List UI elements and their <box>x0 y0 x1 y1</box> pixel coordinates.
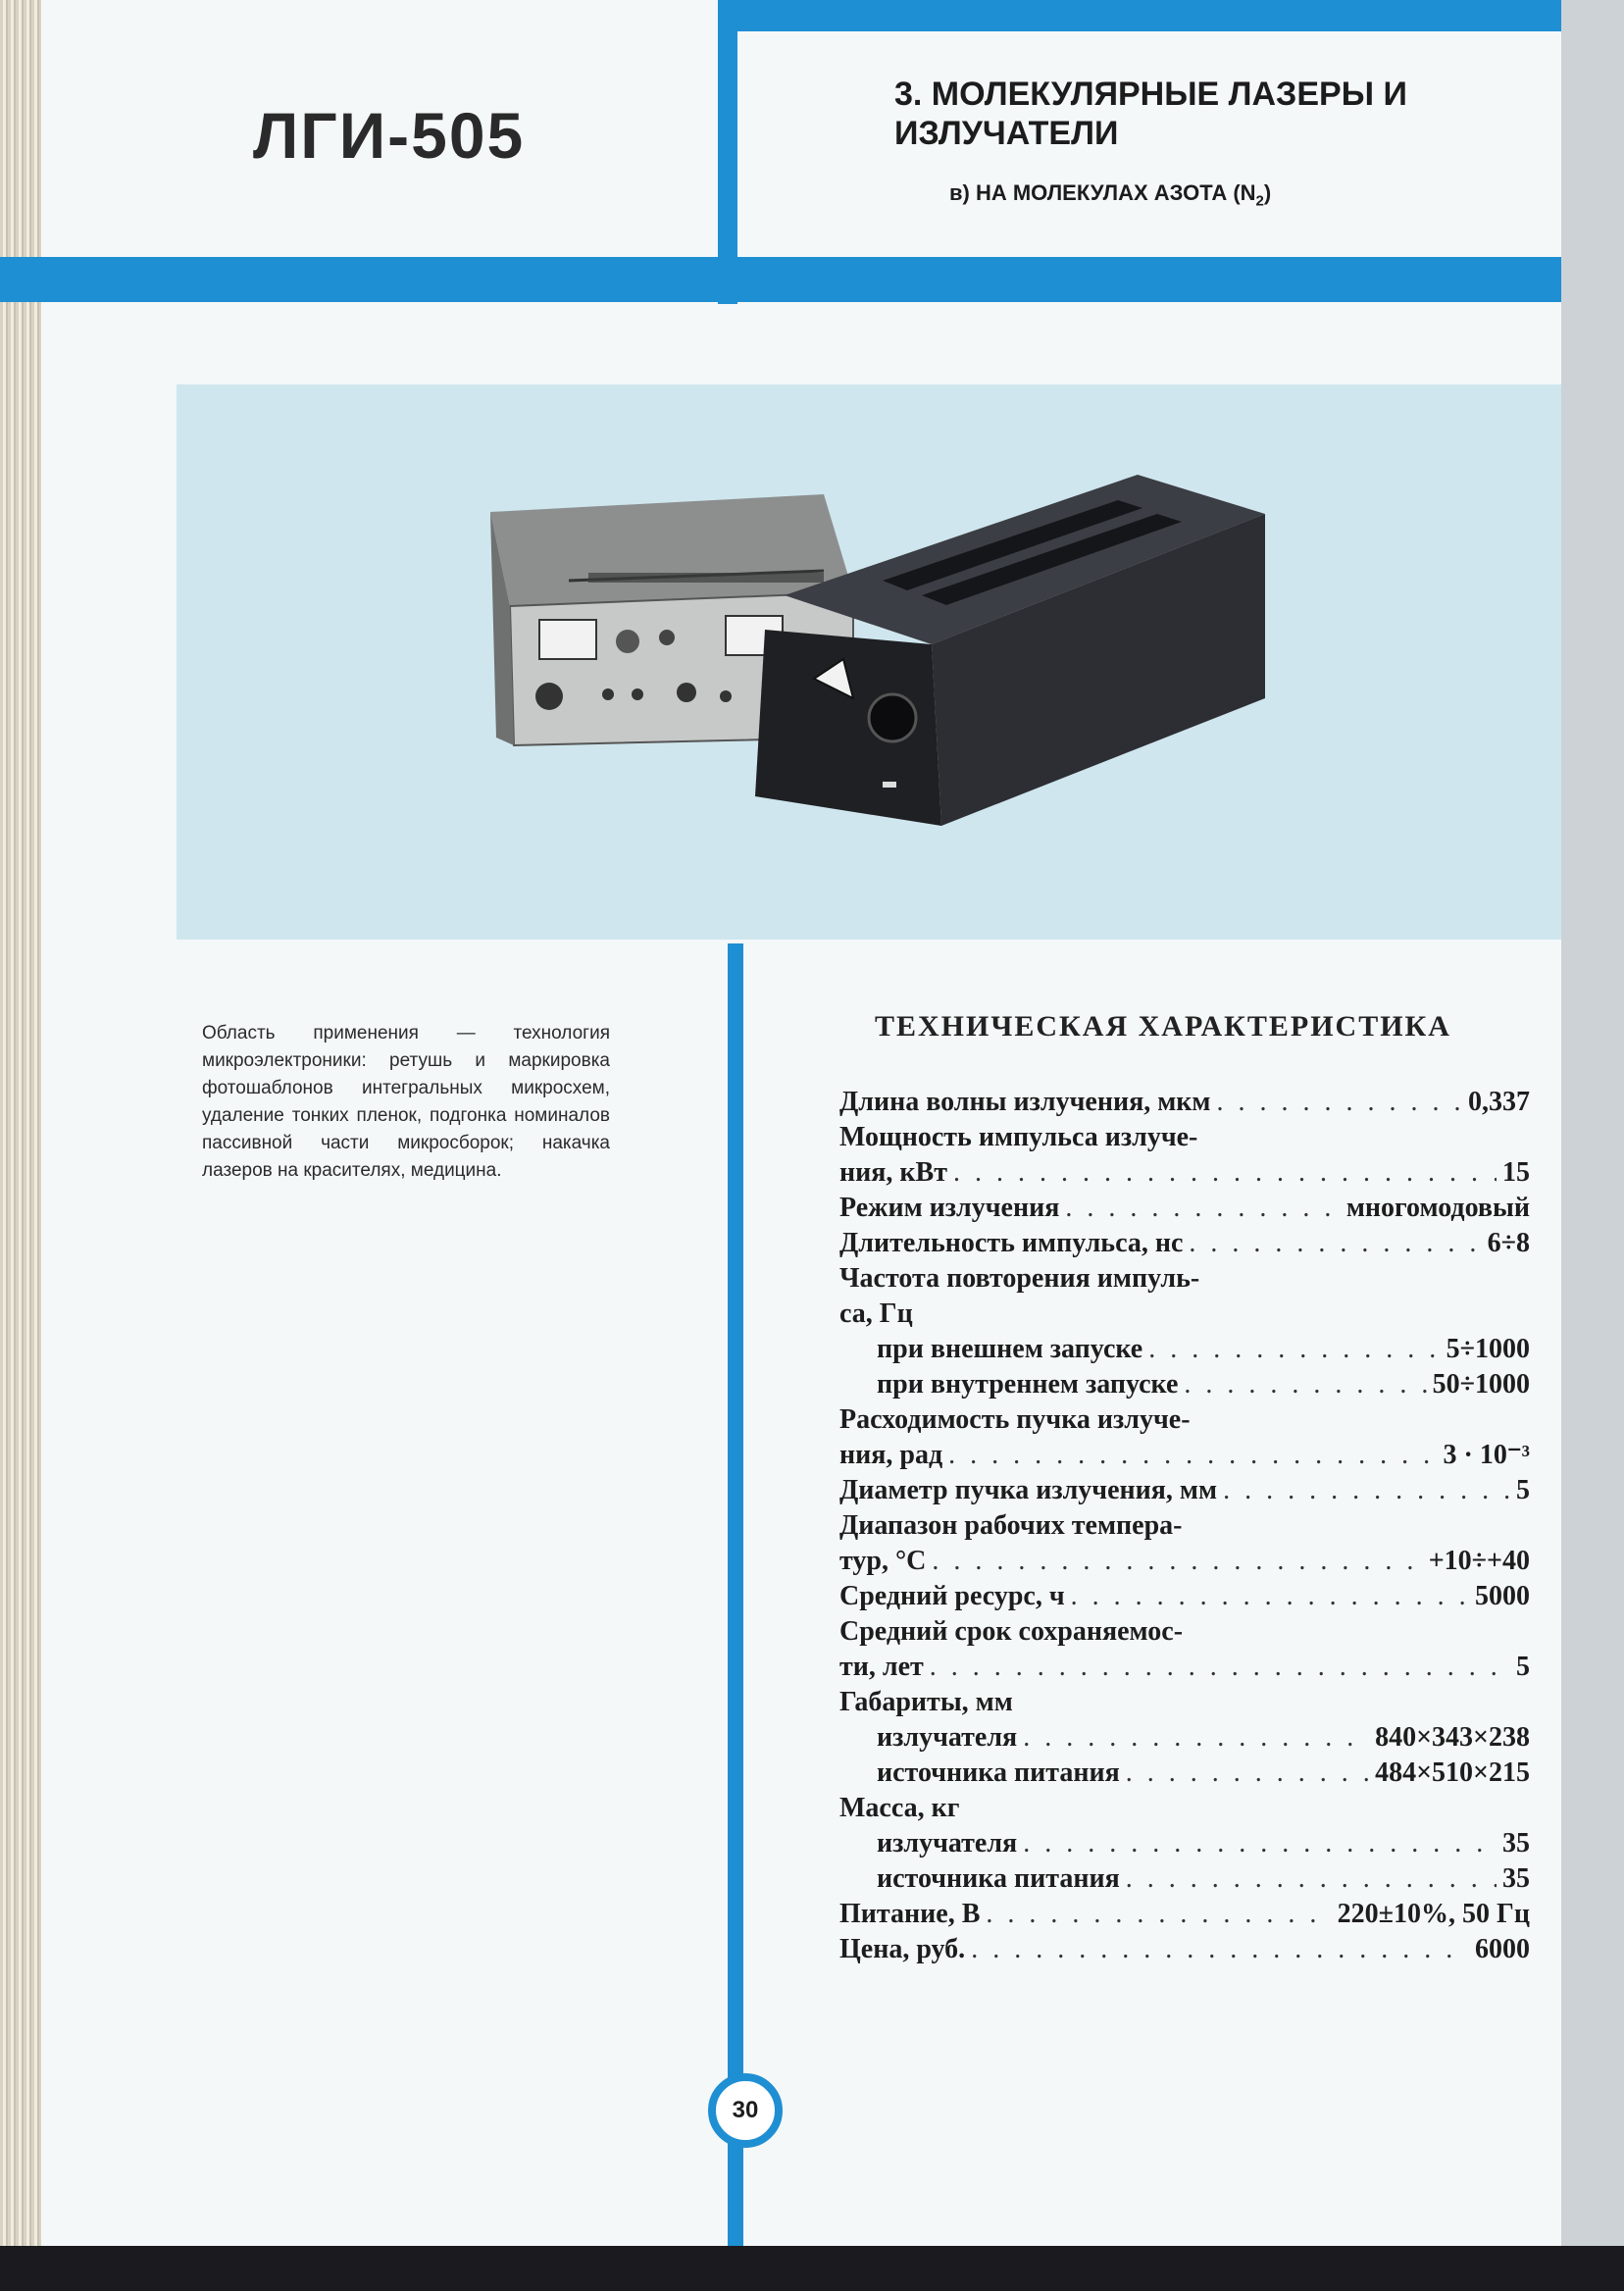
page-number: 30 <box>708 2073 783 2148</box>
specs-title: ТЕХНИЧЕСКАЯ ХАРАКТЕРИСТИКА <box>875 1010 1451 1043</box>
spec-value: 35 <box>1502 1828 1530 1858</box>
spec-power <box>839 1897 1530 1932</box>
spec-repetition-unit: са, Гц <box>839 1298 913 1329</box>
leader-dots <box>948 1438 1437 1473</box>
spec-value: 5÷1000 <box>1446 1334 1530 1364</box>
leader-dots <box>971 1932 1469 1967</box>
subsection-subscript: 2 <box>1255 192 1264 210</box>
accent-bar-horizontal <box>0 257 1561 302</box>
leader-dots <box>930 1650 1510 1685</box>
spec-label: источника питания <box>877 1757 1120 1788</box>
leader-dots <box>1189 1226 1481 1261</box>
spec-value: 0,337 <box>1468 1087 1530 1117</box>
accent-bar-top <box>718 0 1561 31</box>
laser-equipment-illustration <box>177 384 1561 940</box>
spec-pulse-power-head: Мощность импульса излуче- <box>839 1122 1198 1152</box>
spec-divergence-head: Расходимость пучка излуче- <box>839 1404 1191 1435</box>
spec-label: излучателя <box>877 1722 1018 1753</box>
spec-value: 5000 <box>1475 1581 1530 1611</box>
accent-bar-vertical-bottom <box>728 943 743 2246</box>
spec-dimensions-head: Габариты, мм <box>839 1687 1013 1717</box>
leader-dots <box>932 1544 1422 1579</box>
spec-storage-head: Средний срок сохраняемос- <box>839 1616 1184 1647</box>
spec-label: Режим излучения <box>839 1193 1060 1223</box>
spec-repetition-external <box>839 1332 1530 1367</box>
spec-value: 15 <box>1502 1157 1530 1188</box>
subsection-prefix: в) НА МОЛЕКУЛАХ АЗОТА (N <box>949 180 1256 205</box>
spec-resource <box>839 1579 1530 1614</box>
spec-pulse-duration <box>839 1226 1530 1261</box>
spec-label: при внешнем запуске <box>877 1334 1143 1364</box>
product-photo <box>177 384 1561 940</box>
spec-repetition-internal <box>839 1367 1530 1402</box>
spec-label: ния, рад <box>839 1440 943 1470</box>
leader-dots <box>1126 1756 1369 1791</box>
adjacent-page-edge <box>1561 0 1624 2246</box>
spec-label: Диаметр пучка излучения, мм <box>839 1475 1218 1505</box>
spec-mass-head: Масса, кг <box>839 1793 960 1823</box>
scan-background <box>0 2246 1624 2291</box>
spec-label: Цена, руб. <box>839 1934 966 1964</box>
spec-value: 3 · 10⁻³ <box>1443 1440 1530 1470</box>
spec-label: Длина волны излучения, мкм <box>839 1087 1211 1117</box>
leader-dots <box>1148 1332 1440 1367</box>
spec-label: при внутреннем запуске <box>877 1369 1179 1400</box>
application-description: Область применения — технология микроэлектроники: ретушь и маркировка фотошаблонов интегральных микросхем, удаление тонких пленок, подгонка номиналов пассивной части микросборок; накачка лазеров на красителях, медицина. <box>202 1023 610 1181</box>
spec-label: Длительность импульса, нс <box>839 1228 1184 1258</box>
spec-value: 220±10%, 50 Гц <box>1337 1899 1530 1929</box>
spec-label: Питание, В <box>839 1899 981 1929</box>
spec-value: 5 <box>1516 1652 1530 1682</box>
spec-label: источника питания <box>877 1863 1120 1894</box>
leader-dots <box>1023 1826 1497 1861</box>
spec-mass-supply <box>839 1861 1530 1897</box>
spec-pulse-power <box>839 1155 1530 1191</box>
spec-temp-head: Диапазон рабочих темпера- <box>839 1510 1183 1541</box>
section-subtitle <box>949 180 1271 209</box>
spec-value: 35 <box>1502 1863 1530 1894</box>
leader-dots <box>1065 1191 1340 1226</box>
spec-mass-emitter <box>839 1826 1530 1861</box>
spec-storage <box>839 1650 1530 1685</box>
spec-divergence <box>839 1438 1530 1473</box>
spec-mode <box>839 1191 1530 1226</box>
section-title: 3. МОЛЕКУЛЯРНЫЕ ЛАЗЕРЫ И ИЗЛУЧАТЕЛИ <box>894 76 1407 152</box>
leader-dots <box>1217 1085 1462 1120</box>
subsection-suffix: ) <box>1263 180 1272 205</box>
spec-value: +10÷+40 <box>1428 1546 1530 1576</box>
spec-value: многомодовый <box>1345 1193 1530 1223</box>
spec-label: ния, кВт <box>839 1157 947 1188</box>
leader-dots <box>1023 1720 1369 1756</box>
spec-label: Средний ресурс, ч <box>839 1581 1065 1611</box>
leader-dots <box>986 1897 1331 1932</box>
spec-value: 840×343×238 <box>1375 1722 1530 1753</box>
leader-dots <box>953 1155 1497 1191</box>
spec-label: излучателя <box>877 1828 1018 1858</box>
spec-label: ти, лет <box>839 1652 924 1682</box>
spec-repetition-head: Частота повторения импуль- <box>839 1263 1200 1294</box>
spec-value: 5 <box>1516 1475 1530 1505</box>
leader-dots <box>1126 1861 1497 1897</box>
page-edge <box>0 0 41 2246</box>
spec-value: 50÷1000 <box>1432 1369 1530 1400</box>
spec-dimensions-emitter <box>839 1720 1530 1756</box>
leader-dots <box>1184 1367 1426 1402</box>
spec-value: 6000 <box>1475 1934 1530 1964</box>
leader-dots <box>1223 1473 1510 1508</box>
spec-price <box>839 1932 1530 1967</box>
spec-label: тур, °С <box>839 1546 927 1576</box>
spec-beam-diameter <box>839 1473 1530 1508</box>
spec-temp-range <box>839 1544 1530 1579</box>
spec-value: 484×510×215 <box>1375 1757 1530 1788</box>
leader-dots <box>1071 1579 1469 1614</box>
spec-value: 6÷8 <box>1487 1228 1530 1258</box>
model-title: ЛГИ-505 <box>253 99 526 172</box>
spec-wavelength <box>839 1085 1530 1120</box>
spec-dimensions-supply <box>839 1756 1530 1791</box>
specs-table <box>839 1085 1530 1967</box>
